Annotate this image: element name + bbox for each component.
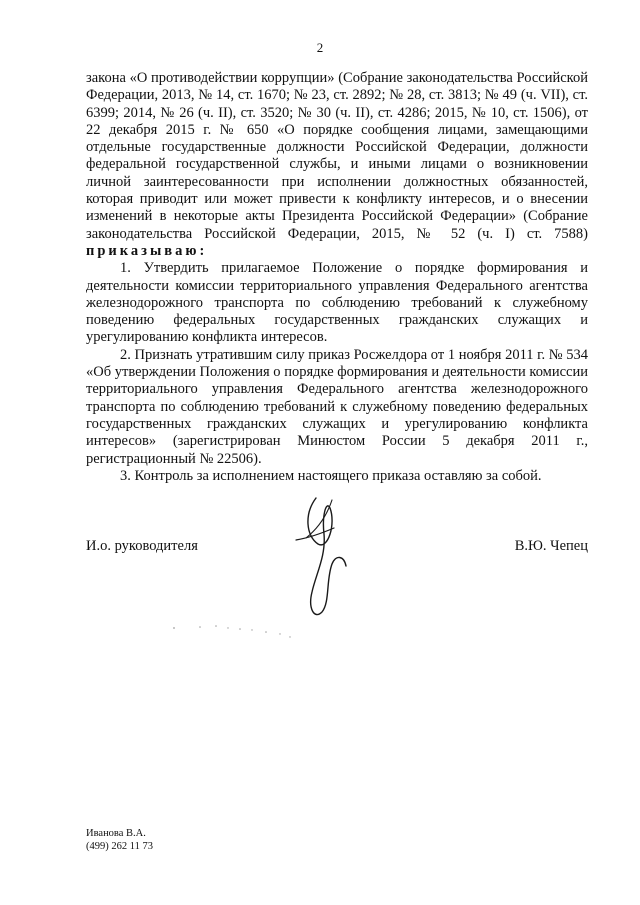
position-title: И.о. руководителя bbox=[86, 538, 198, 554]
paragraph-item-1: 1. Утвердить прилагаемое Положение о порядке формирования и деятельности комиссии территориального управления Федерального агентства железнодорожного транспорта по соблюдению требований к служебному поведению федеральных государственных гражданских служащих и урегулированию конфликта интересов. bbox=[86, 260, 588, 346]
faint-stamp-marks bbox=[170, 618, 300, 642]
executor-phone: (499) 262 11 73 bbox=[86, 841, 153, 852]
paragraph-item-3: 3. Контроль за исполнением настоящего приказа оставляю за собой. bbox=[120, 467, 542, 484]
paragraph-item-2: 2. Признать утратившим силу приказ Росжелдора от 1 ноября 2011 г. № 534 «Об утверждении Положения о порядке формирования и деятельности комиссии территориального управления Федерального агентства железнодорожного транспорта по соблюдению требований к служебному поведению федеральных государственных гражданских служащих и урегулированию конфликта интересов» (зарегистрирован Минюстом России 5 декабря 2011 г., регистрационный № 22506). bbox=[86, 346, 588, 467]
order-word: приказываю: bbox=[86, 242, 208, 259]
handwritten-signature bbox=[286, 494, 356, 626]
signer-name: В.Ю. Чепец bbox=[514, 538, 588, 554]
document-body bbox=[86, 70, 588, 485]
executor-info bbox=[86, 827, 153, 853]
paragraph-legal-basis bbox=[86, 70, 588, 260]
legal-basis-text: закона «О противодействии коррупции» (Собрание законодательства Российской Федерации, 2013, № 14, ст. 1670; № 23, ст. 2892; № 28, ст. 3813; № 49 (ч. VII), ст. 6399; 2014, № 26 (ч. II), ст. 3520; № 30 (ч. II), ст. 4286; 2015, № 10, ст. 1506), от 22 декабря 2015 г. № 650 «О порядке сообщения лицами, замещающими отдельные государственные должности Российской Федерации, должности федеральной государственной службы, и иными лицами о возникновении личной заинтересованности при исполнении должностных обязанностей, которая приводит или может привести к конфликту интересов, и о внесении изменений в некоторые акты Президента Российской Федерации» (Собрание законодательства Российской Федерации, 2015, № 52 (ч. I) ст. 7588) bbox=[86, 70, 588, 242]
executor-name: Иванова В.А. bbox=[86, 828, 146, 839]
page-number: 2 bbox=[316, 40, 324, 55]
